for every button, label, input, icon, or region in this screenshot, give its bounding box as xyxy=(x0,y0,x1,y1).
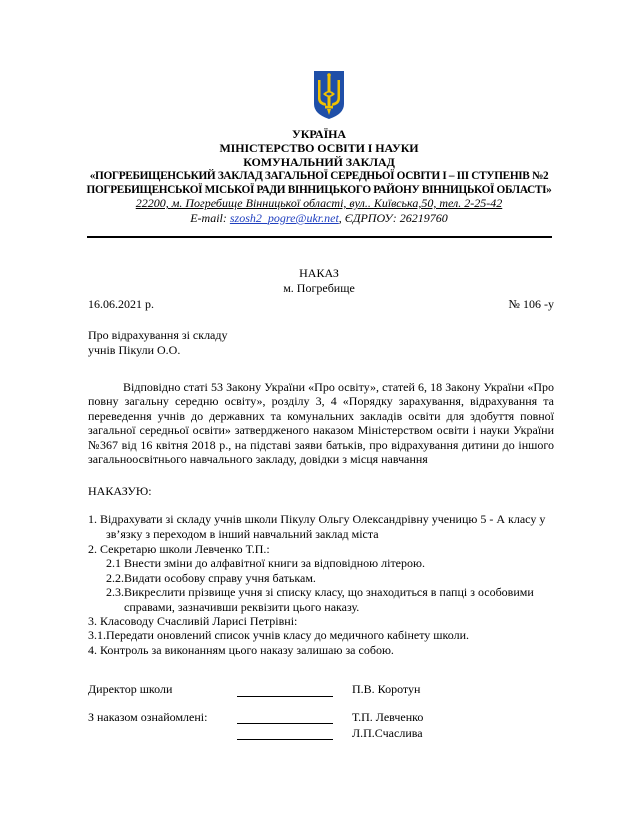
order-preamble: Відповідно статі 53 Закону України «Про освіту», статей 6, 18 Закону України «Про повну загальну середню освіту», розділу 3, 4 «Порядку зарахування, відрахування та переведення учнів до державних та комунальних закладів освіти для здобуття повної загальної середньої освіти» затвердженого наказом Міністерством освіти і науки України №367 від 16 квітня 2018 р., на підставі заяви батьків, про відрахування дитини до іншого загальноосвітнього навчального закладу, довідки з місця навчання xyxy=(88,380,554,467)
header-school-name-line1: «ПОГРЕБИЩЕНСЬКИЙ ЗАКЛАД ЗАГАЛЬНОЇ СЕРЕДНЬОЇ ОСВІТИ І – ІІІ СТУПЕНІВ №2 xyxy=(89,170,549,182)
order-subject-line2: учнів Пікули О.О. xyxy=(88,343,181,357)
header-contacts: E-mail: szosh2_pogre@ukr.net, ЄДРПОУ: 26219760 xyxy=(190,211,448,225)
ack-name-2: Л.П.Счаслива xyxy=(352,726,423,740)
header-org-type: КОМУНАЛЬНИЙ ЗАКЛАД xyxy=(243,155,395,169)
order-date: 16.06.2021 р. xyxy=(88,297,154,311)
order-item-3-1: 3.1.Передати оновлений список учнів класу до медичного кабінету школи. xyxy=(88,628,469,642)
email-link[interactable]: szosh2_pogre@ukr.net xyxy=(229,211,339,225)
order-item-1-line1: 1. Відрахувати зі складу учнів школи Пікулу Ольгу Олександрівну ученицю 5 - А класу у xyxy=(88,512,546,526)
order-item-4: 4. Контроль за виконанням цього наказу залишаю за собою. xyxy=(88,643,394,657)
acknowledged-label: З наказом ознайомлені: xyxy=(88,710,208,724)
order-title: НАКАЗ xyxy=(299,266,339,280)
order-number: № 106 -у xyxy=(508,297,554,311)
order-item-2-3-line2: справами, зазначивши реквізити цього наказу. xyxy=(124,600,360,614)
order-item-1-line2: зв’язку з переходом в інший навчальний заклад міста xyxy=(106,527,379,541)
order-city: м. Погребище xyxy=(283,281,355,295)
header-address: 22200, м. Погребище Вінницької області, вул.. Київська,50, тел. 2-25-42 xyxy=(135,196,503,210)
ack-signature-line-1 xyxy=(237,711,333,724)
header-divider xyxy=(87,236,552,238)
order-item-2-2: 2.2.Видати особову справу учня батькам. xyxy=(106,571,316,585)
order-item-2-1: 2.1 Внести зміни до алфавітної книги за відповідною літерою. xyxy=(106,556,425,570)
ack-signature-line-2 xyxy=(237,727,333,740)
order-item-2: 2. Секретарю школи Левченко Т.П.: xyxy=(88,542,270,556)
header-country: УКРАЇНА xyxy=(292,127,346,141)
coat-of-arms-icon xyxy=(313,70,345,120)
order-directive: НАКАЗУЮ: xyxy=(88,484,152,498)
header-school-name-line2: ПОГРЕБИЩЕНСЬКОЇ МІСЬКОЇ РАДИ ВІННИЦЬКОГО РАЙОНУ ВІННИЦЬКОЇ ОБЛАСТІ» xyxy=(86,184,552,196)
director-label: Директор школи xyxy=(88,682,173,696)
order-item-2-3-line1: 2.3.Викреслити прізвище учня зі списку класу, що знаходиться в папці з особовими xyxy=(106,585,534,599)
ack-name-1: Т.П. Левченко xyxy=(352,710,424,724)
director-signature-line xyxy=(237,684,333,697)
header-ministry: МІНІСТЕРСТВО ОСВІТИ І НАУКИ xyxy=(219,141,419,155)
director-name: П.В. Коротун xyxy=(352,682,421,696)
order-item-3: 3. Класоводу Счасливій Ларисі Петрівні: xyxy=(88,614,298,628)
order-subject-line1: Про відрахування зі складу xyxy=(88,328,228,342)
